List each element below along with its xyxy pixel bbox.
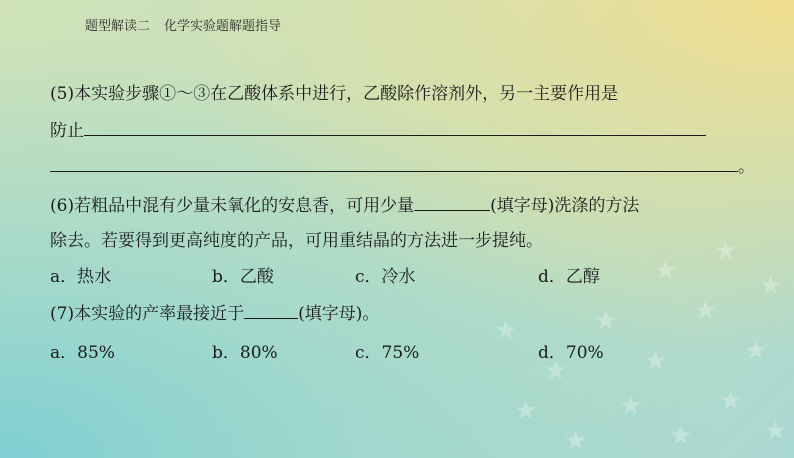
star-icon: ★ [669,421,693,451]
q7-answer-blank[interactable] [244,301,298,319]
star-icon: ★ [759,271,783,301]
q7-option-a: a．85% [50,343,115,363]
header-title: 化学实验题解题指导 [164,19,282,34]
q6-suffix: (填字母)洗涤的方法 [490,196,640,216]
q6-prefix: (6)若粗品中混有少量未氧化的安息香，可用少量 [50,196,415,216]
q5-line1: (5)本实验步骤①～③在乙酸体系中进行，乙酸除作溶剂外，另一主要作用是 [50,84,619,104]
q6-option-d: d．乙醇 [538,267,600,287]
q5-line3-suffix: 。 [738,157,755,177]
q6-answer-blank[interactable] [414,193,490,211]
star-icon: ★ [619,391,643,421]
header-section: 题型解读二 [85,19,151,34]
q5-line3 [50,154,755,179]
star-icon: ★ [764,416,788,446]
q7-options [50,341,750,365]
q6-line2: 除去。若要得到更高纯度的产品，可用重结晶的方法进一步提纯。 [50,231,543,251]
q7-prefix: (7)本实验的产率最接近于 [50,304,245,324]
q6-line1 [50,193,639,218]
q6-option-a: a．热水 [50,267,112,287]
star-icon: ★ [594,306,618,336]
slide-header [85,15,281,34]
star-icon: ★ [714,236,738,266]
q5-answer-blank-2[interactable] [50,154,738,172]
q6-option-b: b．乙酸 [212,267,274,287]
star-icon: ★ [494,316,518,346]
star-icon: ★ [654,256,678,286]
q5-line2-prefix: 防止 [50,121,84,141]
star-icon: ★ [744,336,768,366]
star-icon: ★ [514,396,538,426]
q7-line1 [50,301,379,326]
q6-options [50,265,750,289]
star-icon: ★ [694,296,718,326]
star-icon: ★ [564,426,588,456]
star-icon: ★ [644,346,668,376]
q7-option-b: b．80% [212,343,278,363]
q6-option-c: c．冷水 [355,267,416,287]
q7-suffix: (填字母)。 [298,304,380,324]
q5-answer-blank-1[interactable] [84,118,706,136]
star-icon: ★ [544,356,568,386]
q5-line2 [50,118,706,143]
star-icon: ★ [719,386,743,416]
q7-option-c: c．75% [355,343,420,363]
q7-option-d: d．70% [538,343,604,363]
